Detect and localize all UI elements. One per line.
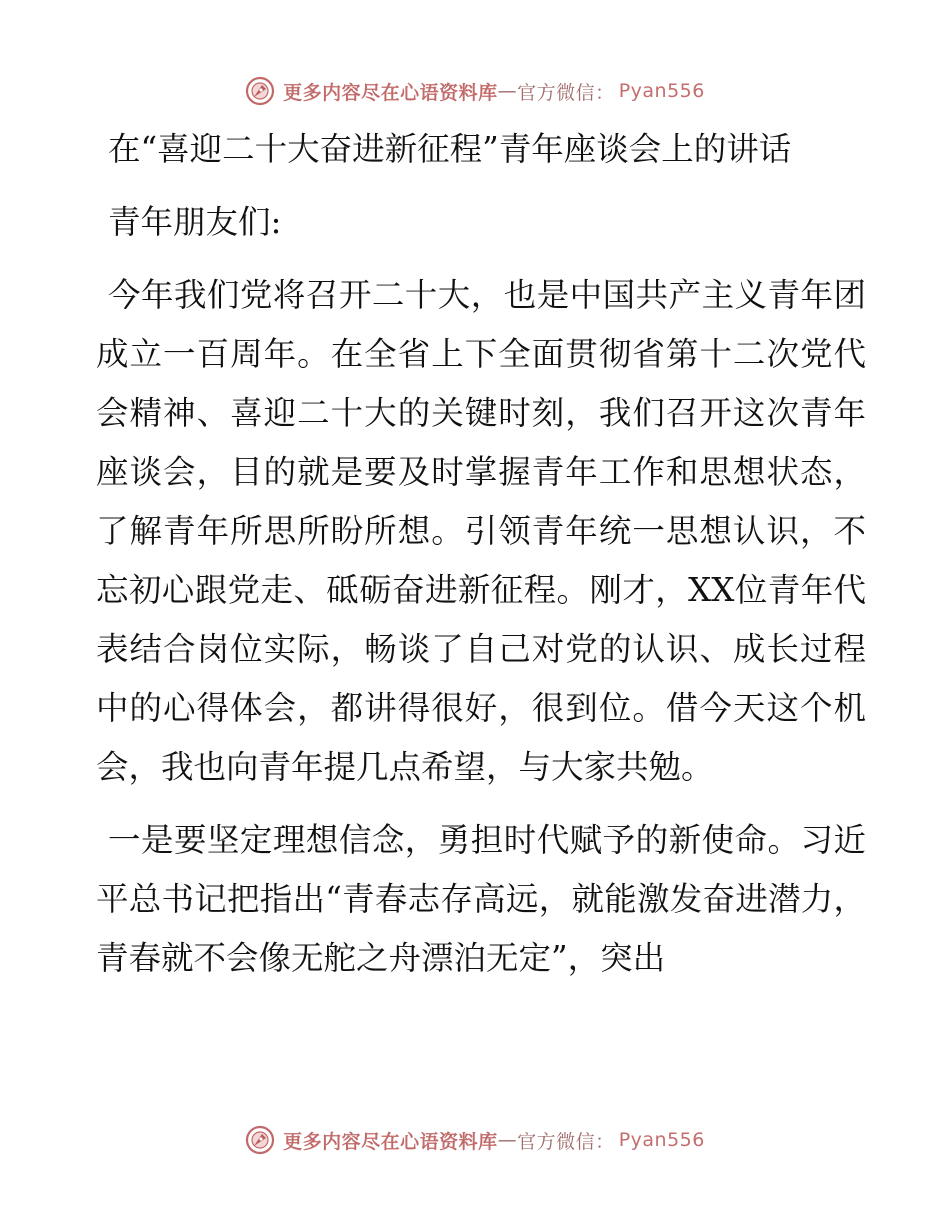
watermark-colon: ： <box>595 81 615 104</box>
pen-nib-circle-icon <box>245 76 275 106</box>
watermark-brand: 更多内容尽在心语资料库 <box>283 1130 498 1153</box>
watermark-wechat-id: Pyan556 <box>618 80 705 102</box>
paragraph-2: 一是要坚定理想信念，勇担时代赋予的新使命。习近平总书记把指出“青春志存高远，就能激发奋进潜力，青春就不会像无舵之舟漂泊无定”，突出 <box>96 821 866 977</box>
watermark-separator: — <box>497 1129 518 1151</box>
watermark-wechat-id: Pyan556 <box>618 1129 705 1151</box>
watermark-brand: 更多内容尽在心语资料库 <box>283 81 498 104</box>
document-title: 在“喜迎二十大奋进新征程”青年座谈会上的讲话 <box>108 130 792 168</box>
watermark-separator: — <box>497 80 518 102</box>
pen-nib-circle-icon <box>245 1125 275 1155</box>
footer-watermark <box>0 1123 950 1157</box>
header-watermark <box>0 74 950 108</box>
watermark-colon: ： <box>595 1130 615 1153</box>
document-body <box>96 120 866 988</box>
watermark-label: 官方微信 <box>517 1130 596 1153</box>
paragraph-1: 今年我们党将召开二十大，也是中国共产主义青年团成立一百周年。在全省上下全面贯彻省第十二次党代会精神、喜迎二十大的关键时刻，我们召开这次青年座谈会，目的就是要及时掌握青年工作和思想状态，了解青年所思所盼所想。引领青年统一思想认识，不忘初心跟党走、砥砺奋进新征程。刚才，XX位青年代表结合岗位实际，畅谈了自己对党的认识、成长过程中的心得体会，都讲得很好，很到位。借今天这个机会，我也向青年提几点希望，与大家共勉。 <box>96 276 866 786</box>
salutation: 青年朋友们: <box>108 203 282 241</box>
watermark-label: 官方微信 <box>517 81 596 104</box>
